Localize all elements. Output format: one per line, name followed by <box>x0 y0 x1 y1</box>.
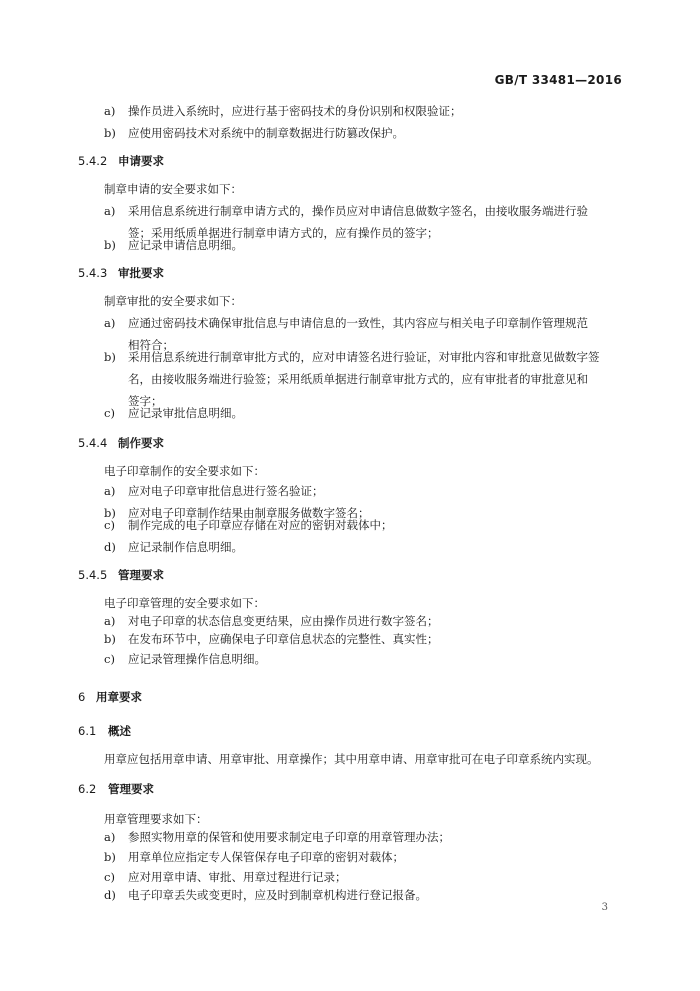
list-marker: d) <box>104 888 116 902</box>
section-number: 5.4.4 <box>78 436 108 450</box>
section-title: 申请要求 <box>118 154 164 168</box>
list-marker: b) <box>104 350 116 364</box>
list-marker: a) <box>104 204 116 218</box>
section-title: 概述 <box>108 724 131 738</box>
list-text: 采用信息系统进行制章申请方式的，操作员应对申请信息做数字签名，由接收服务端进行验 <box>128 204 588 218</box>
section-title: 管理要求 <box>108 782 154 796</box>
list-text: 应对电子印章审批信息进行签名验证； <box>128 484 324 498</box>
list-marker: c) <box>104 518 115 532</box>
list-text: 应记录管理操作信息明细。 <box>128 652 266 666</box>
list-marker: b) <box>104 506 116 520</box>
page-number: 3 <box>601 902 608 913</box>
paragraph: 用章管理要求如下： <box>104 812 208 826</box>
section-number: 5.4.5 <box>78 568 108 582</box>
section-title: 审批要求 <box>118 266 164 280</box>
section-title: 制作要求 <box>118 436 164 450</box>
list-marker: b) <box>104 632 116 646</box>
list-marker: c) <box>104 406 115 420</box>
list-text: 在发布环节中，应确保电子印章信息状态的完整性、真实性； <box>128 632 439 646</box>
list-text-continued: 签字； <box>128 394 163 408</box>
list-marker: a) <box>104 830 116 844</box>
list-text: 应记录申请信息明细。 <box>128 238 243 252</box>
list-text: 制作完成的电子印章应存储在对应的密钥对载体中； <box>128 518 393 532</box>
section-number: 6 <box>78 690 86 704</box>
paragraph: 用章应包括用章申请、用章审批、用章操作；其中用章申请、用章审批可在电子印章系统内实现。 <box>104 752 599 766</box>
list-text: 采用信息系统进行制章审批方式的，应对申请签名进行验证，对审批内容和审批意见做数字签 <box>128 350 600 364</box>
list-text-continued: 相符合； <box>128 338 174 352</box>
list-marker: a) <box>104 614 116 628</box>
list-text: 应记录制作信息明细。 <box>128 540 243 554</box>
section-number: 6.2 <box>78 782 97 796</box>
list-text: 应记录审批信息明细。 <box>128 406 243 420</box>
list-marker: a) <box>104 484 116 498</box>
section-number: 5.4.2 <box>78 154 108 168</box>
list-marker: b) <box>104 850 116 864</box>
standard-code: GB/T 33481—2016 <box>494 73 622 87</box>
list-marker: d) <box>104 540 116 554</box>
list-text: 操作员进入系统时，应进行基于密码技术的身份识别和权限验证； <box>128 104 462 118</box>
list-text: 应使用密码技术对系统中的制章数据进行防篡改保护。 <box>128 126 404 140</box>
list-marker: b) <box>104 126 116 140</box>
section-number: 6.1 <box>78 724 97 738</box>
list-text: 应对电子印章制作结果由制章服务做数字签名； <box>128 506 370 520</box>
list-text: 应通过密码技术确保审批信息与申请信息的一致性，其内容应与相关电子印章制作管理规范 <box>128 316 588 330</box>
list-marker: b) <box>104 238 116 252</box>
paragraph: 电子印章制作的安全要求如下： <box>104 464 265 478</box>
section-number: 5.4.3 <box>78 266 108 280</box>
list-text: 对电子印章的状态信息变更结果，应由操作员进行数字签名； <box>128 614 439 628</box>
list-text: 参照实物用章的保管和使用要求制定电子印章的用章管理办法； <box>128 830 450 844</box>
paragraph: 制章审批的安全要求如下： <box>104 294 242 308</box>
section-title: 用章要求 <box>96 690 142 704</box>
list-text-continued: 名，由接收服务端进行验签；采用纸质单据进行制章审批方式的，应有审批者的审批意见和 <box>128 372 588 386</box>
list-marker: c) <box>104 870 115 884</box>
section-title: 管理要求 <box>118 568 164 582</box>
paragraph: 电子印章管理的安全要求如下： <box>104 596 265 610</box>
list-text: 应对用章申请、审批、用章过程进行记录； <box>128 870 347 884</box>
list-marker: c) <box>104 652 115 666</box>
list-text: 电子印章丢失或变更时，应及时到制章机构进行登记报备。 <box>128 888 427 902</box>
list-text-continued: 签；采用纸质单据进行制章申请方式的，应有操作员的签字； <box>128 226 439 240</box>
list-marker: a) <box>104 316 116 330</box>
paragraph: 制章申请的安全要求如下： <box>104 182 242 196</box>
list-text: 用章单位应指定专人保管保存电子印章的密钥对载体； <box>128 850 404 864</box>
list-marker: a) <box>104 104 116 118</box>
